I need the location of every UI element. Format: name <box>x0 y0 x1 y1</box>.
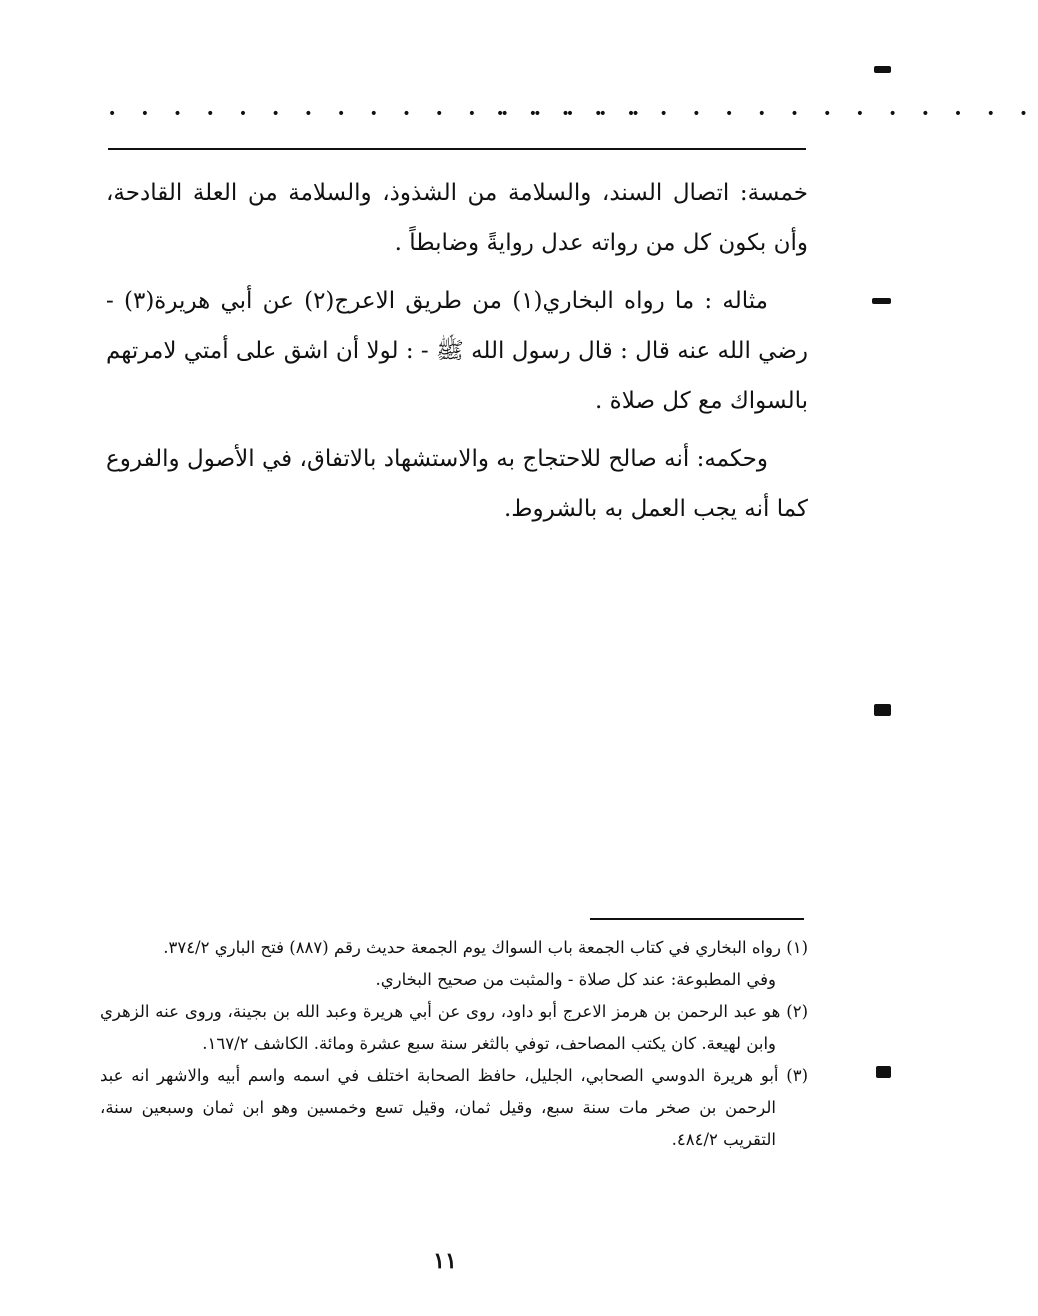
footnote-1 <box>100 932 808 964</box>
header-dots-right: • • • • • • • • • • • • • • • • • <box>496 106 1038 122</box>
page-number: ١١ <box>433 1248 457 1274</box>
scan-edge-mark <box>872 298 891 304</box>
header-dots-left: • • • • • • • • • • • • • • • • • <box>108 106 650 122</box>
header-rule <box>108 148 806 150</box>
footnote-marker: (١) <box>786 938 808 957</box>
scan-edge-mark <box>874 704 891 716</box>
footnotes <box>100 932 808 1156</box>
footnote-text: رواه البخاري في كتاب الجمعة باب السواك يوم الجمعة حديث رقم (٨٨٧) فتح الباري ٣٧٤/٢. <box>163 938 781 957</box>
paragraph-ruling: وحكمه: أنه صالح للاحتجاج به والاستشهاد بالاتفاق، في الأصول والفروع كما أنه يجب العمل به بالشروط. <box>106 446 808 522</box>
footnote-separator <box>590 918 804 920</box>
footnote-2 <box>100 996 808 1060</box>
scan-edge-mark <box>874 66 891 73</box>
paragraph-definition: خمسة: اتصال السند، والسلامة من الشذوذ، والسلامة من العلة القادحة، وأن بكون كل من رواته عدل روايةً وضابطاً . <box>106 180 808 256</box>
footnote-3 <box>100 1060 808 1156</box>
footnote-1-continuation: وفي المطبوعة: عند كل صلاة - والمثبت من صحيح البخاري. <box>375 970 776 989</box>
footnote-text: أبو هريرة الدوسي الصحابي، الجليل، حافظ الصحابة اختلف في اسمه واسم أبيه والاشهر انه عبد الرحمن بن صخر مات سنة سبع، وقيل ثمان، وقيل تسع وخمسين وهو ابن ثمان وسبعين سنة، التقريب ٤٨٤/٢. <box>100 1066 779 1149</box>
footnote-marker: (٣) <box>786 1066 808 1085</box>
paragraph-example: مثاله : ما رواه البخاري(١) من طريق الاعرج(٢) عن أبي هريرة(٣) - رضي الله عنه قال : قال رسول الله ﷺ - : لولا أن اشق على أمتي لامرتهم بالسواك مع كل صلاة . <box>106 288 808 414</box>
footnote-text: هو عبد الرحمن بن هرمز الاعرج أبو داود، روى عن أبي هريرة وعبد الله بن بجينة، وروى عنه الزهري وابن لهيعة. كان يكتب المصاحف، توفي بالثغر سنة سبع عشرة ومائة. الكاشف ١٦٧/٢. <box>100 1002 781 1053</box>
footnote-marker: (٢) <box>786 1002 808 1021</box>
main-text <box>106 168 808 542</box>
scan-edge-mark <box>876 1066 891 1078</box>
